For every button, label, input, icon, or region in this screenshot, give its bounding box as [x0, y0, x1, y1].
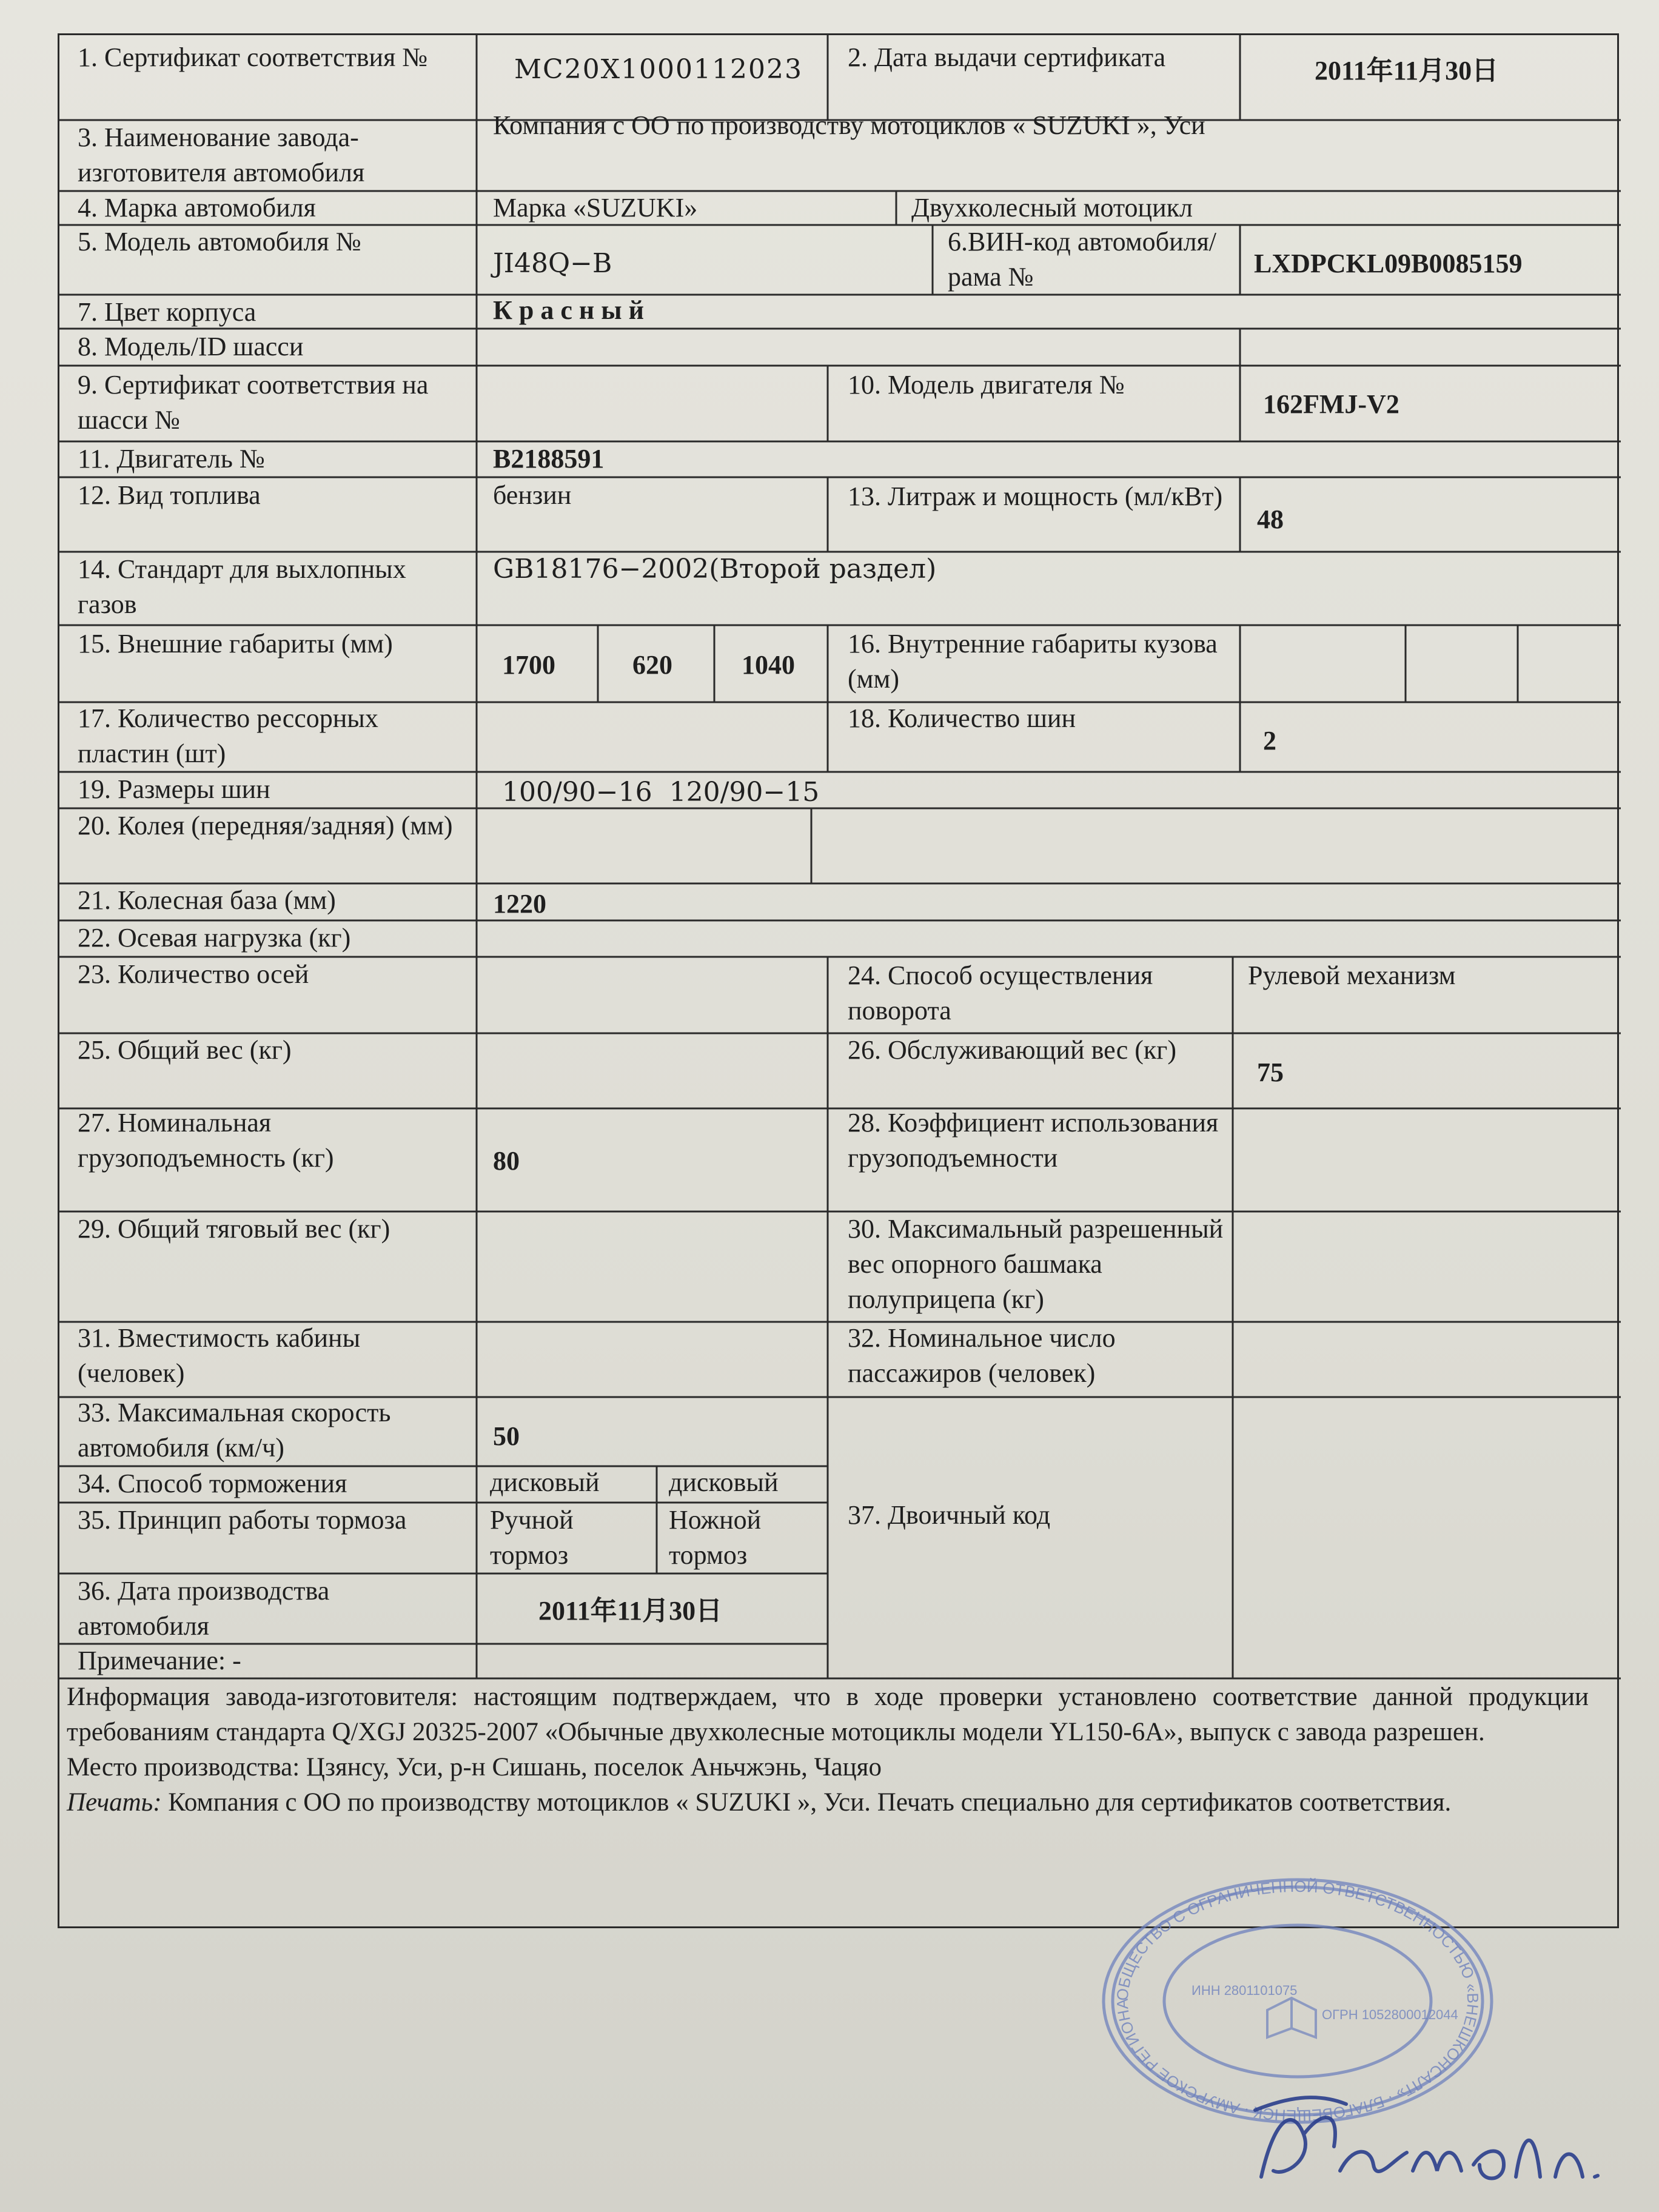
- label-chassis-model: 8. Модель/ID шасси: [78, 332, 304, 361]
- label-engine-number: 11. Двигатель №: [78, 444, 265, 474]
- label-total-tow-weight: 29. Общий тяговый вес (кг): [78, 1214, 390, 1244]
- seal-label: Печать:: [67, 1788, 162, 1817]
- svg-text:ОБЩЕСТВО С ОГРАНИЧЕННОЙ ОТВЕТС: ОБЩЕСТВО С ОГРАНИЧЕННОЙ ОТВЕТСТВЕННОСТЬЮ «ВНЕШКОНСАЛТ» · БЛАГОВЕЩЕНСК · АМУРСКОЕ РЕГИОНА: [1113, 1877, 1483, 2125]
- seal-info: [67, 1785, 1589, 1820]
- label-brake-type: 34. Способ торможения: [78, 1469, 347, 1498]
- label-note: Примечание: -: [78, 1646, 241, 1675]
- label-production-date: 36. Дата производства автомобиля: [78, 1576, 337, 1641]
- value-manufacturer: Компания с ОО по производству мотоциклов « SUZUKI », Уси: [493, 110, 1205, 140]
- value-brake-type-front: дисковый: [490, 1467, 600, 1497]
- label-max-speed: 33. Максимальная скорость автомобиля (км/ч): [78, 1398, 398, 1463]
- label-axle-load: 22. Осевая нагрузка (кг): [78, 923, 351, 953]
- label-cab-capacity: 31. Вместимость кабины (человек): [78, 1323, 367, 1388]
- label-manufacturer: 3. Наименование завода-изготовителя автомобиля: [78, 122, 365, 187]
- certificate-table: [58, 33, 1619, 1928]
- label-tire-size: 19. Размеры шин: [78, 774, 270, 804]
- label-axle-count: 23. Количество осей: [78, 959, 309, 989]
- label-displacement-power: 13. Литраж и мощность (мл/кВт): [848, 481, 1223, 511]
- value-brake-type-rear: дисковый: [669, 1467, 779, 1497]
- label-brand: 4. Марка автомобиля: [78, 193, 316, 223]
- value-issue-date: 2011年11月30日: [1315, 56, 1499, 85]
- production-place: Место производства: Цзянсу, Уси, р-н Сишань, поселок Аньчжэнь, Чацяо: [67, 1753, 882, 1781]
- value-width: 620: [632, 650, 672, 680]
- label-rated-load: 27. Номинальная грузоподъемность (кг): [78, 1108, 334, 1173]
- value-fuel-type: бензин: [493, 480, 572, 510]
- value-emission-standard: GB18176−2002(Второй раздел): [493, 554, 937, 585]
- value-engine-number: B2188591: [493, 444, 605, 474]
- value-model-number: JI48Q−B: [493, 248, 612, 279]
- label-internal-dimensions: 16. Внутренние габариты кузова (мм): [848, 629, 1224, 694]
- value-tire-size: 100/90−16 120/90−15: [502, 777, 820, 808]
- value-rated-load: 80: [493, 1146, 520, 1176]
- translator-signature: [1249, 2086, 1625, 2207]
- value-steering-method: Рулевой механизм: [1248, 960, 1456, 990]
- label-track-width: 20. Колея (передняя/задняя) (мм): [78, 811, 453, 840]
- manufacturer-statement: Информация завода-изготовителя: настоящим подтверждаем, что в ходе проверки установлено соответствие данной продукции требованиям стандарта Q/XGJ 20325-2007 «Обычные двухколесные мотоциклы модели YL150-6A», выпуск с завода разрешен.: [67, 1683, 1589, 1746]
- label-emission-standard: 14. Стандарт для выхлопных газов: [78, 554, 413, 619]
- label-vin: 6.ВИН-код автомобиля/рама №: [948, 227, 1217, 292]
- value-production-date: 2011年11月30日: [538, 1596, 723, 1626]
- label-steering-method: 24. Способ осуществления поворота: [848, 960, 1160, 1025]
- seal-text: Компания с ОО по производству мотоциклов « SUZUKI », Уси. Печать специально для сертификатов соответствия.: [161, 1788, 1452, 1817]
- value-body-color: К р а с н ы й: [493, 295, 644, 325]
- value-height: 1040: [742, 650, 795, 680]
- value-vin: LXDPCKL09B0085159: [1254, 249, 1523, 278]
- svg-text:ИНН 2801101075: ИНН 2801101075: [1191, 1983, 1298, 1998]
- label-fuel-type: 12. Вид топлива: [78, 480, 261, 510]
- label-tire-count: 18. Количество шин: [848, 703, 1076, 733]
- label-binary-code: 37. Двоичный код: [848, 1500, 1051, 1530]
- label-body-color: 7. Цвет корпуса: [78, 297, 256, 327]
- label-issue-date: 2. Дата выдачи сертификата: [848, 42, 1166, 72]
- label-chassis-certificate: 9. Сертификат соответствия на шасси №: [78, 370, 435, 435]
- value-max-speed: 50: [493, 1421, 520, 1451]
- label-load-utilization: 28. Коэффициент использования грузоподъемности: [848, 1108, 1225, 1173]
- value-vehicle-type: Двухколесный мотоцикл: [911, 193, 1193, 223]
- value-wheelbase: 1220: [493, 889, 546, 919]
- value-service-weight: 75: [1257, 1057, 1284, 1087]
- value-certificate-number: MC20X1000112023: [514, 54, 803, 85]
- value-length: 1700: [502, 650, 555, 680]
- label-spring-plates: 17. Количество рессорных пластин (шт): [78, 703, 385, 768]
- label-certificate-number: 1. Сертификат соответствия №: [78, 42, 428, 72]
- label-brake-principle: 35. Принцип работы тормоза: [78, 1505, 407, 1535]
- manufacturer-info: [67, 1680, 1589, 1820]
- label-semitrailer-support-weight: 30. Максимальный разрешенный вес опорного башмака полуприцепа (кг): [848, 1214, 1230, 1314]
- label-passenger-count: 32. Номинальное число пассажиров (человек): [848, 1323, 1122, 1388]
- label-total-weight: 25. Общий вес (кг): [78, 1035, 292, 1065]
- value-displacement-power: 48: [1257, 504, 1284, 534]
- value-foot-brake: Ножной тормоз: [669, 1505, 768, 1570]
- value-hand-brake: Ручной тормоз: [490, 1505, 580, 1570]
- label-model-number: 5. Модель автомобиля №: [78, 227, 361, 256]
- svg-text:ОГРН 1052800012044: ОГРН 1052800012044: [1322, 2007, 1458, 2022]
- label-engine-model: 10. Модель двигателя №: [848, 370, 1125, 400]
- value-brand: Марка «SUZUKI»: [493, 193, 698, 223]
- label-wheelbase: 21. Колесная база (мм): [78, 885, 336, 915]
- label-service-weight: 26. Обслуживающий вес (кг): [848, 1035, 1176, 1065]
- value-tire-count: 2: [1263, 726, 1276, 756]
- value-engine-model: 162FMJ-V2: [1263, 389, 1399, 419]
- label-external-dimensions: 15. Внешние габариты (мм): [78, 629, 393, 659]
